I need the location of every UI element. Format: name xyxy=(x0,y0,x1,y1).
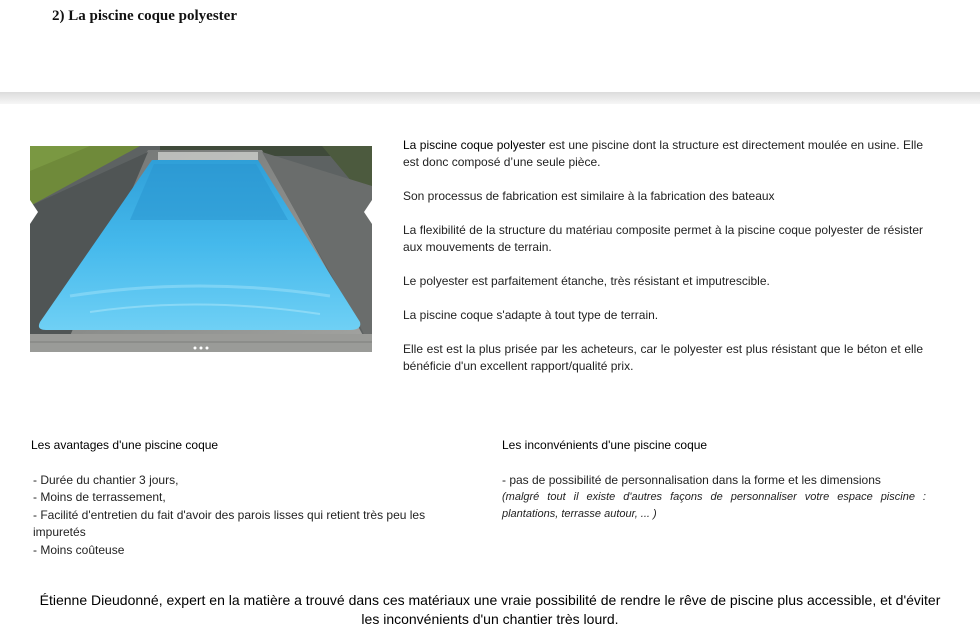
chevron-right-icon[interactable] xyxy=(364,200,372,224)
pool-photo xyxy=(30,146,372,352)
description-paragraph-4: Le polyester est parfaitement étanche, très résistant et imputrescible. xyxy=(403,274,770,288)
list-item: - Moins de terrassement, xyxy=(33,490,166,504)
description-lead-bold: La piscine coque polyester xyxy=(403,138,546,152)
description-paragraph-3: La flexibilité de la structure du matériau composite permet à la piscine coque polyester de résister aux mouvements de terrain. xyxy=(403,223,923,254)
list-item: - Facilité d'entretien du fait d'avoir des parois lisses qui retient très peu les impuretés xyxy=(33,507,426,539)
description-paragraph-2: Son processus de fabrication est similaire à la fabrication des bateaux xyxy=(403,189,775,203)
pool-photo-illustration xyxy=(30,146,372,352)
description-paragraph-6: Elle est est la plus prisée par les acheteurs, car le polyester est plus résistant que le béton et elle bénéficie d'un excellent rapport/qualité prix. xyxy=(403,342,923,373)
pool-description xyxy=(403,137,923,392)
description-paragraph-5: La piscine coque s'adapte à tout type de terrain. xyxy=(403,308,659,322)
section-divider xyxy=(0,92,980,104)
conclusion-text: Étienne Dieudonné, expert en la matière a trouvé dans ces matériaux une vraie possibilité de rendre le rêve de piscine plus accessible, et d'éviter les inconvénients d'un chantier très lourd. xyxy=(39,592,941,627)
chevron-left-icon[interactable] xyxy=(30,200,38,224)
list-item: - Moins coûteuse xyxy=(33,542,125,557)
disadvantages-section xyxy=(502,437,926,523)
description-paragraph-1 xyxy=(403,137,923,171)
disadvantages-note: (malgré tout il existe d'autres façons de personnaliser votre espace piscine : plantations, terrasse autour, ... ) xyxy=(502,491,926,520)
advantages-section xyxy=(31,437,461,559)
list-item: - Durée du chantier 3 jours, xyxy=(33,472,179,487)
disadvantages-item: - pas de possibilité de personnalisation dans la forme et les dimensions xyxy=(502,472,881,487)
advantages-list xyxy=(31,472,461,560)
advantages-title: Les avantages d'une piscine coque xyxy=(31,438,219,452)
section-heading: 2) La piscine coque polyester xyxy=(52,8,237,24)
disadvantages-title: Les inconvénients d'une piscine coque xyxy=(502,438,708,452)
description-lead-rest: est une piscine dont la structure est directement moulée en usine. Elle est donc composé d’une seule pièce. xyxy=(403,138,923,169)
